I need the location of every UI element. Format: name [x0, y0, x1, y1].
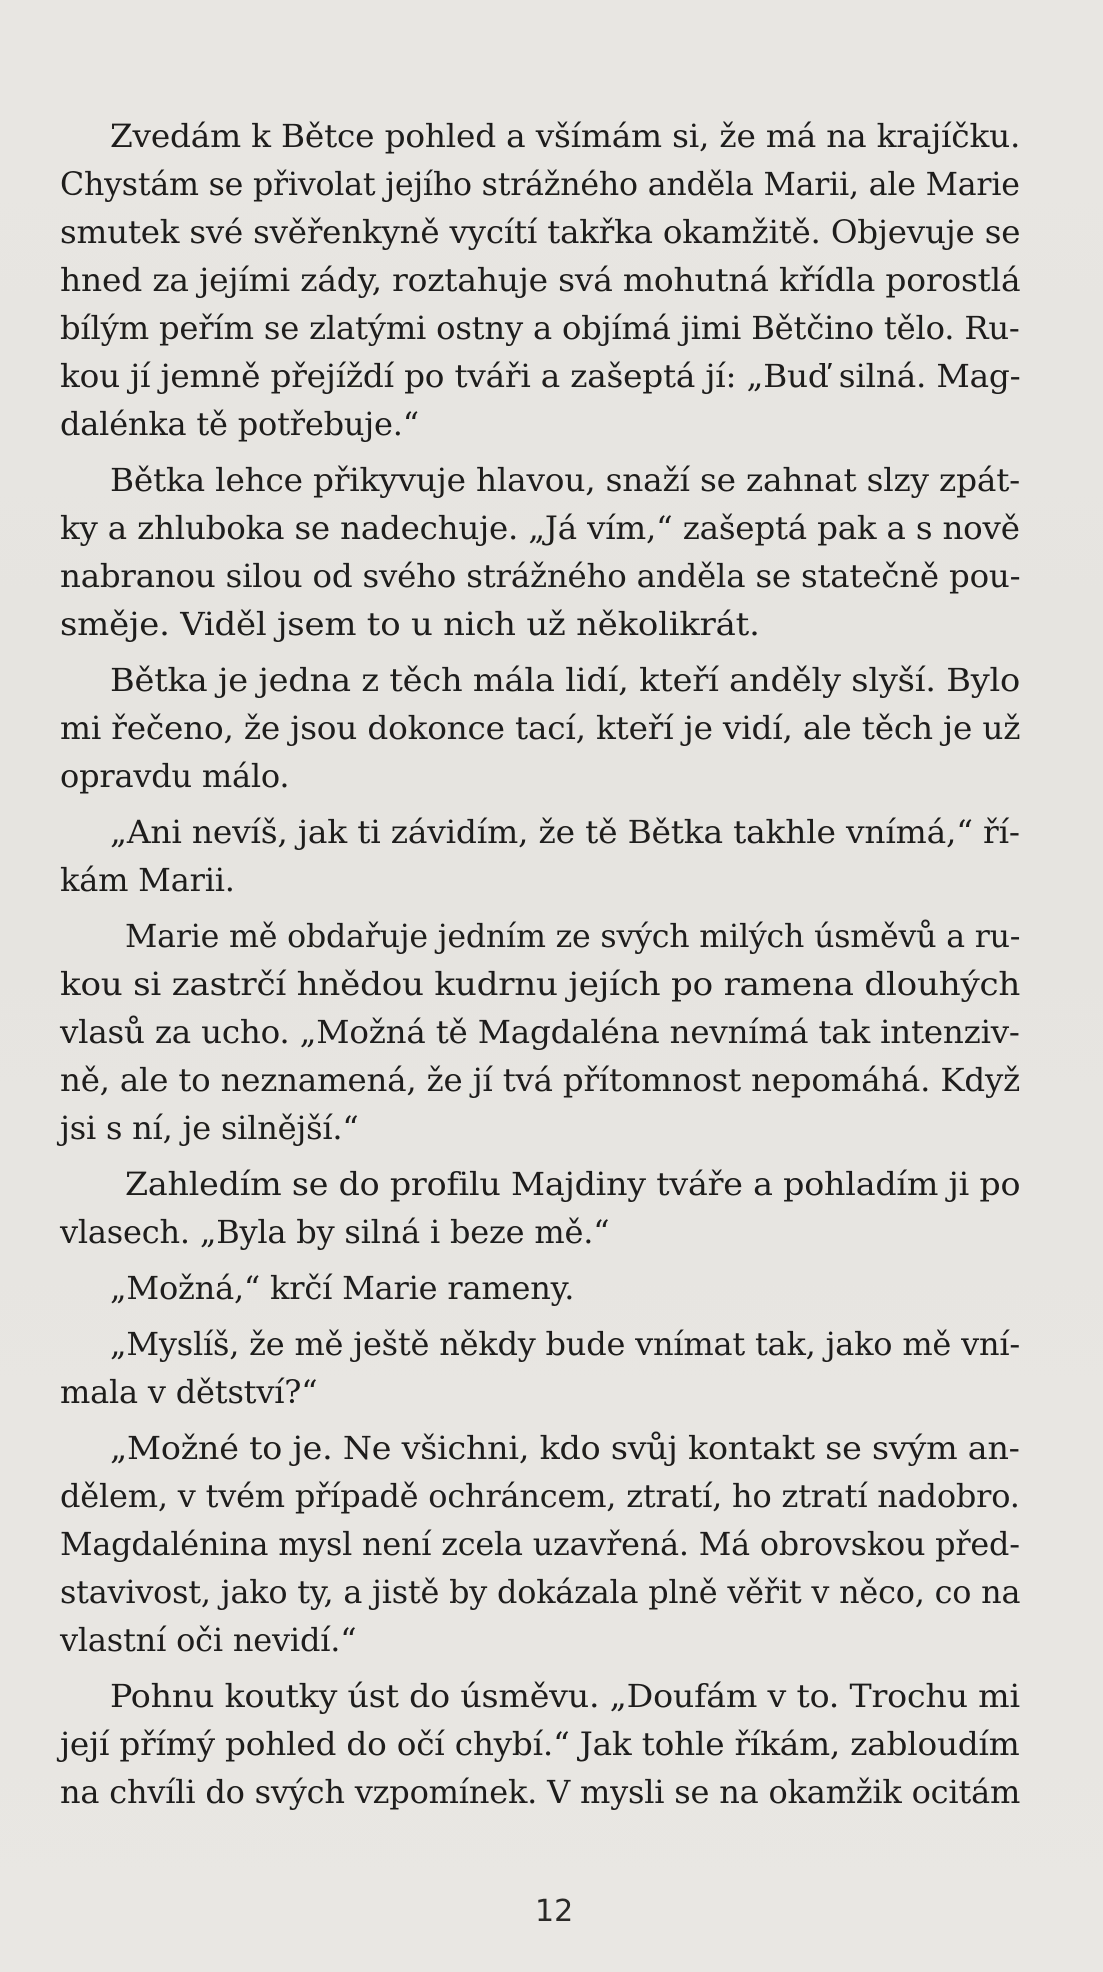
text-line: „Možné to je. Ne všichni, kdo svůj kontakt se svým an-: [110, 1429, 1020, 1467]
text-line: stavivost, jako ty, a jistě by dokázala plně věřit v něco, co na: [60, 1573, 1021, 1611]
text-line: Bětka lehce přikyvuje hlavou, snaží se zahnat slzy zpát-: [110, 461, 1021, 499]
text-line: vlasů za ucho. „Možná tě Magdaléna nevnímá tak intenziv-: [60, 1013, 1020, 1051]
text-line: hned za jejími zády, roztahuje svá mohutná křídla porostlá: [60, 261, 1021, 299]
text-line: dalénka tě potřebuje.“: [60, 405, 419, 443]
text-line: Pohnu koutky úst do úsměvu. „Doufám v to. Trochu mi: [110, 1677, 1020, 1715]
text-line: jsi s ní, je silnější.“: [60, 1109, 359, 1147]
text-line: Zvedám k Bětce pohled a všímám si, že má na krajíčku.: [110, 117, 1021, 155]
text-line: Marie mě obdařuje jedním ze svých milých úsměvů a ru-: [125, 917, 1021, 955]
text-line: směje. Viděl jsem to u nich už několikrát.: [60, 605, 760, 643]
text-line: na chvíli do svých vzpomínek. V mysli se na okamžik ocitám: [60, 1773, 1021, 1811]
text-line: „Možná,“ krčí Marie rameny.: [110, 1269, 575, 1307]
text-line: „Myslíš, že mě ještě někdy bude vnímat tak, jako mě vní-: [110, 1325, 1020, 1363]
text-line: opravdu málo.: [60, 757, 290, 795]
text-line: bílým peřím se zlatými ostny a objímá jimi Bětčino tělo. Ru-: [60, 309, 1020, 347]
text-line: ky a zhluboka se nadechuje. „Já vím,“ zašeptá pak a s nově: [60, 509, 1020, 547]
text-line: kám Marii.: [60, 861, 235, 899]
text-line: „Ani nevíš, jak ti závidím, že tě Bětka takhle vnímá,“ ří-: [110, 813, 1020, 851]
text-line: mala v dětství?“: [60, 1373, 318, 1411]
text-line: Magdalénina mysl není zcela uzavřená. Má obrovskou před-: [60, 1525, 1020, 1563]
text-line: ně, ale to neznamená, že jí tvá přítomnost nepomáhá. Když: [60, 1061, 1020, 1099]
text-line: její přímý pohled do očí chybí.“ Jak tohle říkám, zabloudím: [60, 1725, 1020, 1763]
text-line: Chystám se přivolat jejího strážného anděla Marii, ale Marie: [60, 165, 1020, 203]
text-line: Zahledím se do profilu Majdiny tváře a pohladím ji po: [125, 1165, 1021, 1203]
text-line: vlastní oči nevidí.“: [60, 1621, 357, 1659]
text-line: smutek své svěřenkyně vycítí takřka okamžitě. Objevuje se: [60, 213, 1021, 251]
page-number: 12: [535, 1894, 574, 1929]
text-line: mi řečeno, že jsou dokonce tací, kteří je vidí, ale těch je už: [60, 709, 1021, 747]
text-line: kou si zastrčí hnědou kudrnu jejích po ramena dlouhých: [60, 965, 1021, 1003]
text-line: Bětka je jedna z těch mála lidí, kteří anděly slyší. Bylo: [110, 661, 1021, 699]
text-line: nabranou silou od svého strážného anděla se statečně pou-: [60, 557, 1021, 595]
text-line: vlasech. „Byla by silná i beze mě.“: [60, 1213, 610, 1251]
text-line: kou jí jemně přejíždí po tváři a zašeptá jí: „Buď silná. Mag-: [60, 357, 1021, 395]
text-line: dělem, v tvém případě ochráncem, ztratí, ho ztratí nadobro.: [60, 1477, 1020, 1515]
